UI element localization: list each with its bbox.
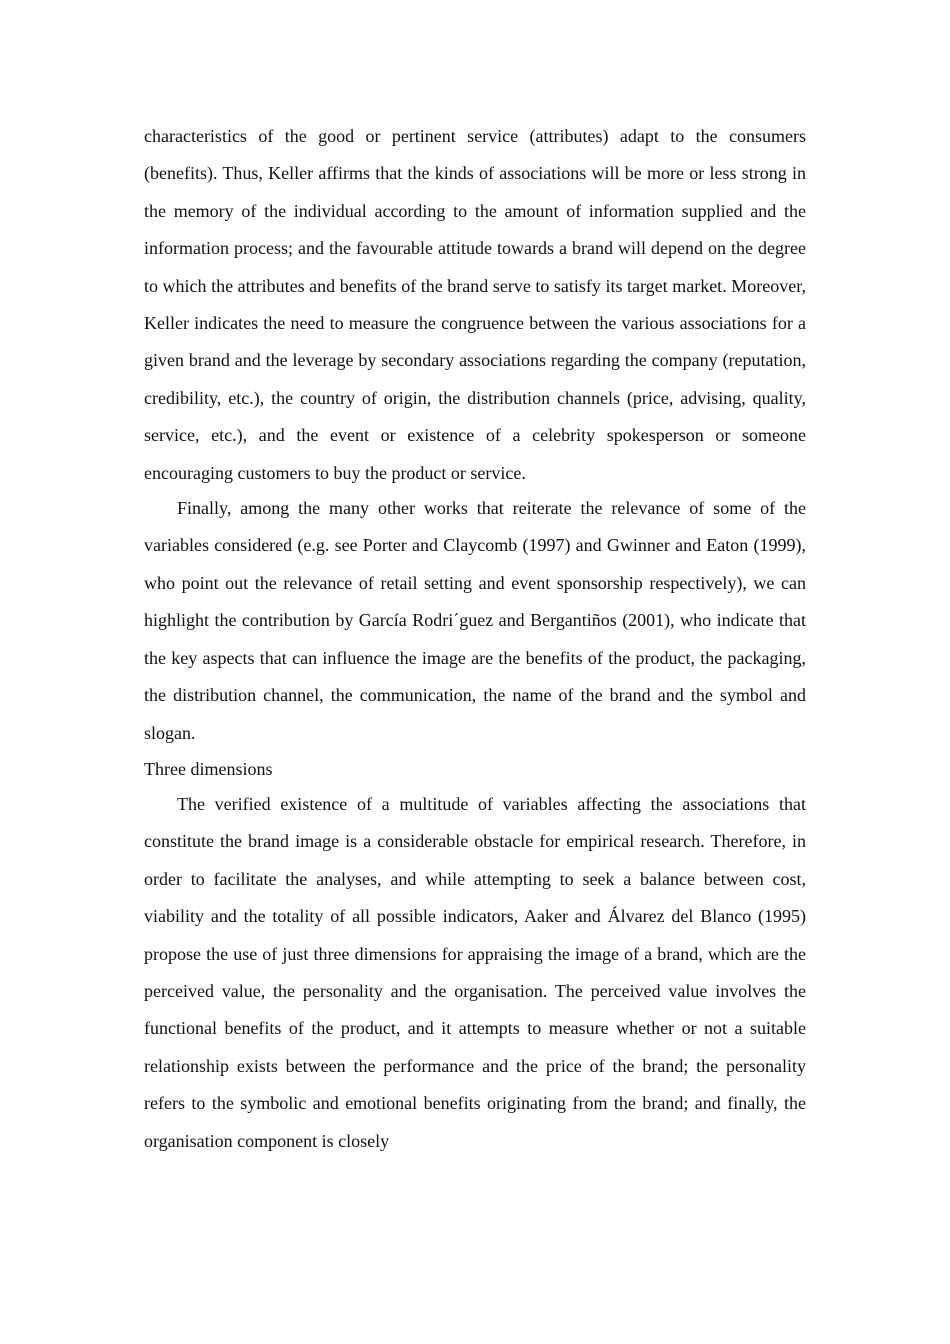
body-paragraph: The verified existence of a multitude of variables affecting the associations that constitute the brand image is a considerable obstacle for empirical research. Therefore, in order to facilitate the analyses, and while attempting to seek a balance between cost, viability and the totality of all possible indicators, Aaker and Álvarez del Blanco (1995) propose the use of just three dimensions for appraising the image of a brand, which are the perceived value, the personality and the organisation. The perceived value involves the functional benefits of the product, and it attempts to measure whether or not a suitable relationship exists between the performance and the price of the brand; the personality refers to the symbolic and emotional benefits originating from the brand; and finally, the organisation component is closely (144, 793, 806, 1151)
section-heading: Three dimensions (144, 758, 273, 779)
body-paragraph: characteristics of the good or pertinent service (attributes) adapt to the consumers (benefits). Thus, Keller affirms that the kinds of associations will be more or less strong in the memory of the individual according to the amount of information supplied and the information process; and the favourable attitude towards a brand will depend on the degree to which the attributes and benefits of the brand serve to satisfy its target market. Moreover, Keller indicates the need to measure the congruence between the various associations for a given brand and the leverage by secondary associations regarding the company (reputation, credibility, etc.), the country of origin, the distribution channels (price, advising, quality, service, etc.), and the event or existence of a celebrity spokesperson or someone encouraging customers to buy the product or service. (144, 126, 806, 483)
document-page (144, 118, 806, 1160)
body-paragraph: Finally, among the many other works that reiterate the relevance of some of the variables considered (e.g. see Porter and Claycomb (1997) and Gwinner and Eaton (1999), who point out the relevance of retail setting and event sponsorship respectively), we can highlight the contribution by García Rodri´guez and Bergantiños (2001), who indicate that the key aspects that can influence the image are the benefits of the product, the packaging, the distribution channel, the communication, the name of the brand and the symbol and slogan. (144, 498, 806, 743)
